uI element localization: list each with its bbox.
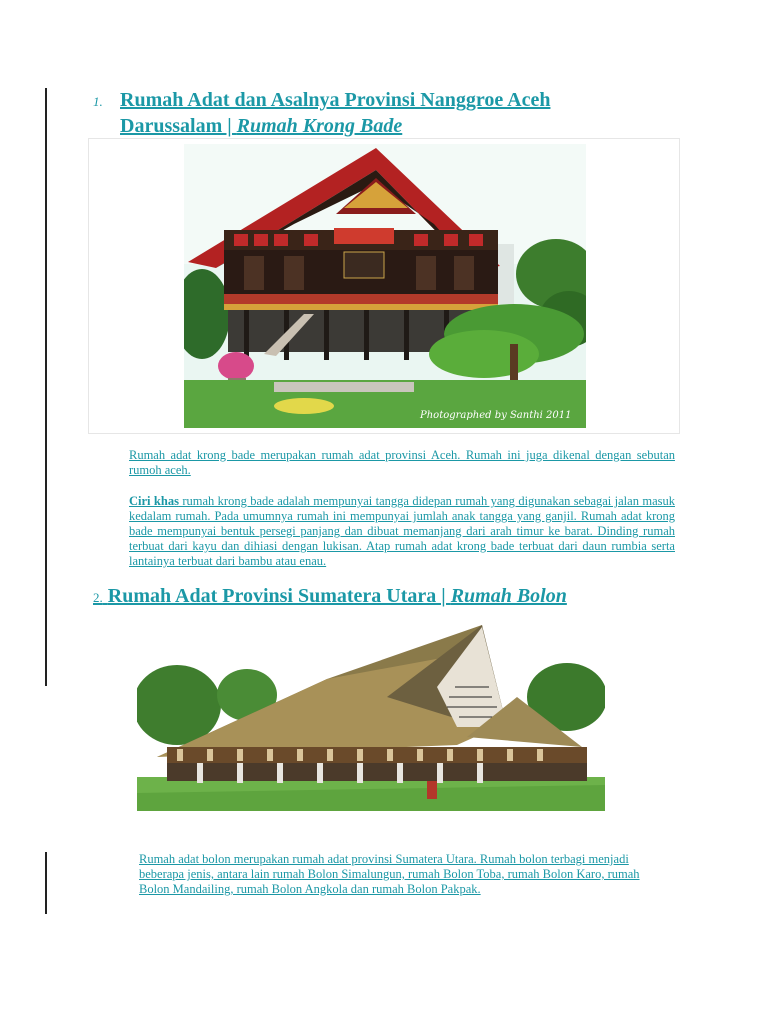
list-number: 1. [93, 94, 103, 109]
photo-caption: Photographed by Santhi 2011 [420, 410, 572, 421]
heading-house-name: Rumah Bolon [450, 585, 567, 607]
section-heading-sumut[interactable] [93, 584, 567, 610]
aceh-description[interactable]: Rumah adat krong bade merupakan rumah adat provinsi Aceh. Rumah ini juga dikenal dengan sebutan rumoh aceh. [129, 448, 675, 477]
heading-line2: Darussalam | [120, 115, 237, 137]
rumah-bolon-photo [137, 617, 605, 811]
heading-house-name: Rumah Krong Bade [236, 115, 403, 137]
ciri-khas-label: Ciri khas [129, 494, 179, 508]
aceh-characteristics[interactable] [129, 494, 675, 569]
heading-text: Rumah Adat Provinsi Sumatera Utara | [107, 585, 451, 607]
bolon-description[interactable]: Rumah adat bolon merupakan rumah adat provinsi Sumatera Utara. Rumah bolon terbagi menjadi beberapa jenis, antara lain rumah Bolon Simalungun, rumah Bolon Toba, rumah Bolon Karo, rumah Bolon Mandailing, rumah Bolon Angkola dan rumah Bolon Pakpak. [139, 852, 640, 896]
aceh-characteristics-text: rumah krong bade adalah mempunyai tangga didepan rumah yang digunakan sebagai jalan masuk kedalam rumah. Pada umumnya rumah ini mempunyai jumlah anak tangga yang ganjil. Rumah adat krong bade mempunyai bentuk persegi panjang dan dibuat memanjang dari arah timur ke barat. Dinding rumah terbuat dari kayu dan dihiasi dengan lukisan. Atap rumah adat krong bade terbuat dari daun rumbia serta lantainya terbuat dari bambu atau enau. [129, 494, 675, 568]
krong-bade-photo [184, 144, 586, 428]
section-heading-aceh[interactable] [93, 88, 653, 138]
margin-bar [45, 88, 47, 686]
list-number: 2. [93, 590, 103, 605]
heading-line1: Rumah Adat dan Asalnya Provinsi Nanggroe Aceh [120, 89, 551, 111]
margin-bar [45, 852, 47, 914]
